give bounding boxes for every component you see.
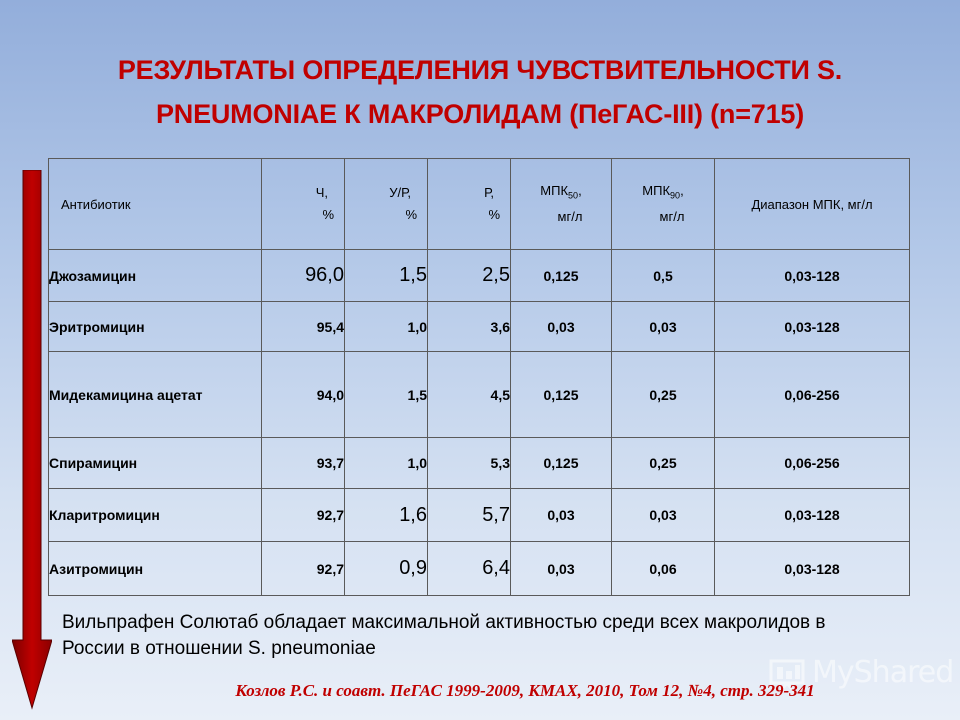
row-mic50-value: 0,03	[511, 489, 612, 542]
citation: Козлов Р.С. и соавт. ПеГАС 1999-2009, КМАХ, 2010, Том 12, №4, стр. 329-341	[235, 681, 815, 700]
row-r-value: 4,5	[428, 352, 511, 438]
row-mic50-value: 0,03	[511, 542, 612, 596]
row-s-value: 92,7	[262, 542, 345, 596]
header-mic50: $МПК_{50}$, мг/л	[511, 159, 612, 250]
row-antibiotic-name: Азитромицин	[49, 542, 262, 596]
row-mic90-value: 0,03	[612, 302, 715, 352]
row-i-value: 1,0	[345, 438, 428, 489]
row-s-value: 95,4	[262, 302, 345, 352]
results-table	[48, 158, 910, 596]
row-r-value: 5,7	[428, 489, 511, 542]
row-range-value: 0,03-128	[715, 302, 910, 352]
row-mic90-value: 0,5	[612, 250, 715, 302]
row-mic90-value: 0,03	[612, 489, 715, 542]
header-r	[428, 159, 511, 250]
row-antibiotic-name: Эритромицин	[49, 302, 262, 352]
table-row	[49, 542, 910, 596]
header-s-bottom: %	[322, 207, 334, 222]
row-antibiotic-name: Спирамицин	[49, 438, 262, 489]
header-mic50-sub: 50	[568, 190, 579, 201]
row-i-value: 1,5	[345, 250, 428, 302]
table-header-row	[49, 159, 910, 250]
table-row	[49, 489, 910, 542]
row-antibiotic-name: Кларитромицин	[49, 489, 262, 542]
header-mic90-sub: 90	[670, 190, 681, 201]
row-i-value: 1,6	[345, 489, 428, 542]
title-line-1: РЕЗУЛЬТАТЫ ОПРЕДЕЛЕНИЯ ЧУВСТВИТЕЛЬНОСТИ S.	[117, 55, 843, 85]
row-mic90-value: 0,25	[612, 438, 715, 489]
header-s-top: Ч,	[315, 185, 328, 200]
row-antibiotic-name: Мидекамицина ацетат	[49, 352, 262, 438]
table-row	[49, 302, 910, 352]
row-mic50-value: 0,125	[511, 352, 612, 438]
row-mic90-value: 0,06	[612, 542, 715, 596]
row-range-value: 0,06-256	[715, 438, 910, 489]
row-r-value: 5,3	[428, 438, 511, 489]
header-i	[345, 159, 428, 250]
row-antibiotic-name: Джозамицин	[49, 250, 262, 302]
header-mic50-base: МПК	[540, 182, 569, 198]
row-r-value: 3,6	[428, 302, 511, 352]
header-mic50-unit: мг/л	[557, 209, 583, 225]
row-mic50-value: 0,125	[511, 438, 612, 489]
row-i-value: 1,0	[345, 302, 428, 352]
table-row	[49, 352, 910, 438]
row-s-value: 96,0	[262, 250, 345, 302]
row-range-value: 0,03-128	[715, 542, 910, 596]
slide-title	[40, 48, 920, 136]
row-s-value: 93,7	[262, 438, 345, 489]
header-mic90-base: МПК	[642, 182, 671, 198]
header-mic90: $МПК_{90}$, мг/л	[612, 159, 715, 250]
header-i-bottom: %	[405, 207, 417, 222]
row-i-value: 0,9	[345, 542, 428, 596]
row-s-value: 94,0	[262, 352, 345, 438]
header-r-bottom: %	[488, 207, 500, 222]
row-mic50-value: 0,03	[511, 302, 612, 352]
conclusion-note: Вильпрафен Солютаб обладает максимальной активностью среди всех макролидов в России в отношении S. pneumoniae	[62, 612, 826, 659]
header-range: Диапазон МПК, мг/л	[715, 159, 910, 250]
row-mic90-value: 0,25	[612, 352, 715, 438]
row-range-value: 0,06-256	[715, 352, 910, 438]
header-s	[262, 159, 345, 250]
title-line-2: PNEUMONIAE К МАКРОЛИДАМ (ПеГАС-III) (n=715)	[155, 99, 805, 129]
header-i-top: У/Р,	[389, 185, 411, 200]
header-mic90-unit: мг/л	[659, 209, 685, 225]
row-range-value: 0,03-128	[715, 250, 910, 302]
row-s-value: 92,7	[262, 489, 345, 542]
row-r-value: 6,4	[428, 542, 511, 596]
watermark-text: MyShared	[812, 655, 954, 690]
row-i-value: 1,5	[345, 352, 428, 438]
table-row	[49, 438, 910, 489]
row-range-value: 0,03-128	[715, 489, 910, 542]
header-antibiotic: Антибиотик	[49, 159, 262, 250]
down-arrow-icon	[12, 170, 52, 710]
row-r-value: 2,5	[428, 250, 511, 302]
table-row	[49, 250, 910, 302]
header-r-top: Р,	[484, 185, 494, 200]
row-mic50-value: 0,125	[511, 250, 612, 302]
